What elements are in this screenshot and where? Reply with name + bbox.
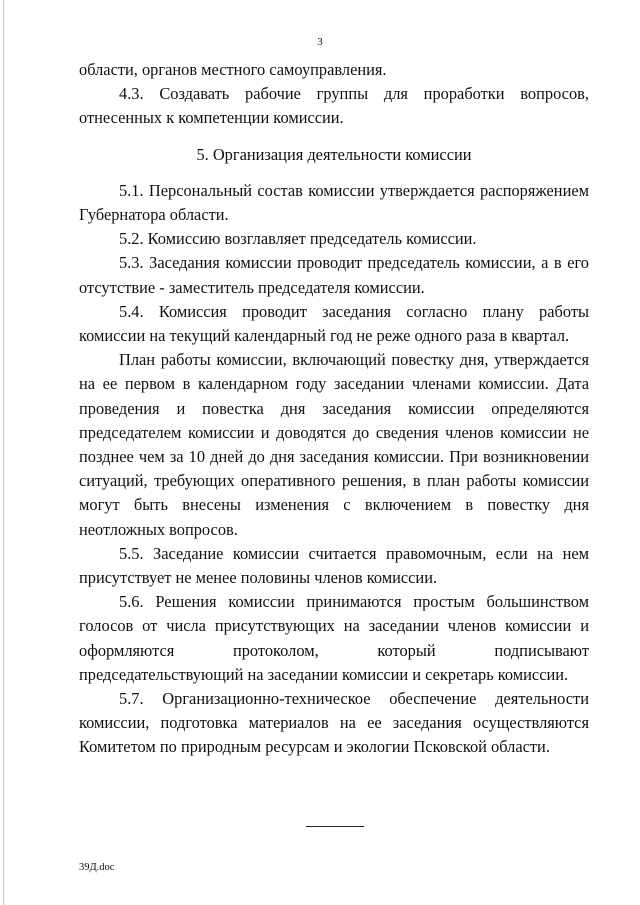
paragraph-5-5: 5.5. Заседание комиссии считается правомочным, если на нем присутствует не менее половины членов комиссии. bbox=[79, 543, 589, 588]
page-number: 3 bbox=[317, 36, 323, 48]
section-heading: 5. Организация деятельности комиссии bbox=[196, 144, 472, 164]
paragraph-5-1: 5.1. Персональный состав комиссии утверждается распоряжением Губернатора области. bbox=[79, 180, 589, 225]
end-divider bbox=[306, 826, 364, 827]
paragraph-5-7: 5.7. Организационно-техническое обеспечение деятельности комиссии, подготовка материалов на ее заседания осуществляются Комитетом по природным ресурсам и экологии Псковской области. bbox=[79, 689, 589, 757]
document-body bbox=[79, 58, 589, 760]
paragraph-4-3: 4.3. Создавать рабочие группы для проработки вопросов, отнесенных к компетенции комиссии. bbox=[79, 84, 589, 128]
paragraph-5-2: 5.2. Комиссию возглавляет председатель комиссии. bbox=[119, 229, 477, 249]
scan-edge-line bbox=[3, 0, 4, 905]
paragraph-work-plan: План работы комиссии, включающий повестку дня, утверждается на ее первом в календарном году заседании членами комиссии. Дата проведения и повестка дня заседания комиссии определяются председателем комиссии и доводятся до сведения членов комиссии не позднее чем за 10 дней до дня заседания комиссии. При возникновении ситуаций, требующих оперативного решения, в план работы комиссии могут быть внесены изменения с включением в повестку дня неотложных вопросов. bbox=[79, 350, 589, 539]
footer-filename: 39Д.doc bbox=[79, 862, 115, 873]
paragraph-continuation: области, органов местного самоуправления. bbox=[79, 60, 387, 79]
paragraph-5-3: 5.3. Заседания комиссии проводит председатель комиссии, а в его отсутствие - заместитель председателя комиссии. bbox=[79, 253, 589, 297]
paragraph-5-6: 5.6. Решения комиссии принимаются простым большинством голосов от числа присутствующих на заседании членов комиссии и оформляются протоколом, который подписывают председательствующий на заседании комиссии и секретарь комиссии. bbox=[79, 592, 589, 684]
paragraph-5-4: 5.4. Комиссия проводит заседания согласно плану работы комиссии на текущий календарный год не реже одного раза в квартал. bbox=[79, 301, 589, 346]
